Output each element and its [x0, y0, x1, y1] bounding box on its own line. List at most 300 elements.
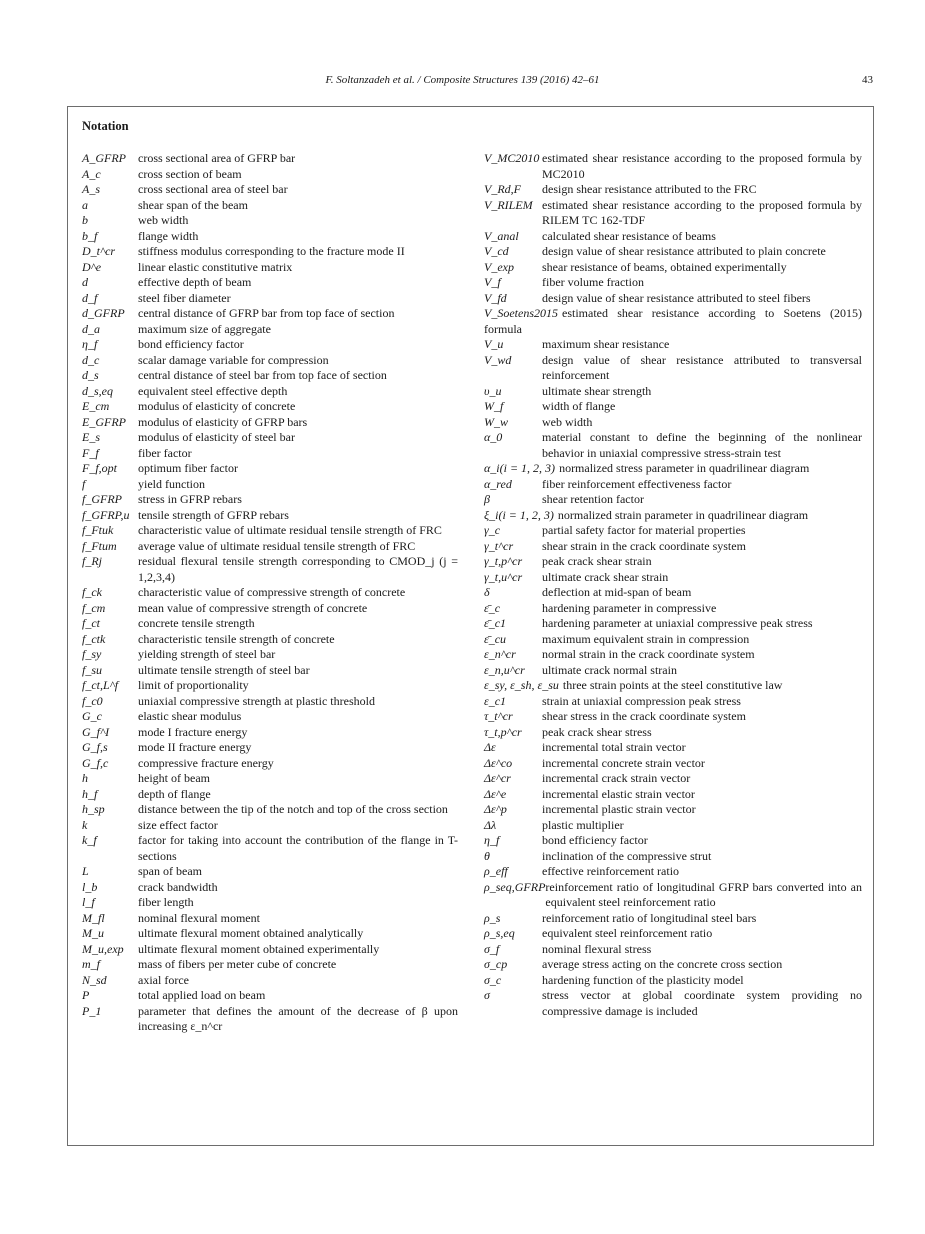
- notation-symbol: f_c0: [82, 693, 103, 708]
- notation-symbol: d_f: [82, 290, 98, 305]
- notation-symbol: ρ_s: [484, 910, 501, 925]
- notation-entry: [484, 864, 862, 880]
- notation-description: inclination of the compressive strut: [542, 848, 712, 863]
- notation-description: cross sectional area of steel bar: [138, 182, 288, 196]
- notation-symbol: δ: [484, 585, 490, 599]
- notation-entry: [82, 461, 458, 477]
- notation-entry: [82, 585, 458, 601]
- notation-description: maximum shear resistance: [542, 337, 670, 351]
- notation-description: width of flange: [542, 399, 616, 413]
- notation-entry: [484, 880, 862, 911]
- notation-description: web width: [542, 414, 593, 429]
- notation-symbol: γ_t,p^cr: [484, 554, 523, 568]
- notation-symbol: η_f: [484, 833, 500, 847]
- notation-entry: [484, 151, 862, 182]
- notation-symbol: V_Soetens2015: [484, 306, 558, 320]
- notation-entry: [484, 942, 862, 958]
- notation-symbol: F_f: [82, 445, 99, 460]
- notation-description: incremental concrete strain vector: [542, 755, 705, 770]
- notation-symbol: Δλ: [484, 817, 497, 832]
- notation-symbol: Δε^cr: [484, 771, 511, 785]
- notation-description: shear stress in the crack coordinate system: [542, 709, 746, 723]
- notation-symbol: M_u,exp: [82, 941, 124, 956]
- notation-description: incremental total strain vector: [542, 740, 686, 754]
- notation-entry: [484, 725, 862, 741]
- notation-entry: [82, 1004, 458, 1035]
- notation-symbol: ρ_seq,GFRP: [484, 879, 546, 894]
- notation-symbol: V_u: [484, 337, 504, 351]
- notation-description: effective depth of beam: [138, 275, 252, 289]
- notation-symbol: d_s: [82, 368, 99, 382]
- notation-description: mass of fibers per meter cube of concrete: [138, 957, 337, 971]
- notation-description: characteristic tensile strength of concrete: [138, 631, 335, 646]
- notation-entry: [484, 353, 862, 384]
- notation-entry: [82, 415, 458, 431]
- notation-description: reinforcement ratio of longitudinal steel bars: [542, 910, 757, 925]
- notation-symbol: E_GFRP: [82, 414, 126, 429]
- notation-symbol: V_Rd,F: [484, 182, 521, 196]
- notation-symbol: d: [82, 275, 88, 289]
- notation-symbol: ε_c1: [484, 693, 507, 708]
- notation-entry: [82, 446, 458, 462]
- notation-description: estimated shear resistance according to the proposed formula by RILEM TC 162-TDF: [542, 197, 862, 227]
- notation-symbol: M_fl: [82, 910, 105, 925]
- notation-entry: [82, 306, 458, 322]
- notation-symbol: M_u: [82, 926, 104, 940]
- notation-symbol: V_anal: [484, 228, 519, 243]
- notation-symbol: f_Ftum: [82, 538, 117, 553]
- notation-entry: [82, 647, 458, 663]
- notation-entry: [484, 306, 862, 337]
- notation-entry: [82, 771, 458, 787]
- notation-description: yield function: [138, 476, 205, 491]
- notation-description: total applied load on beam: [138, 988, 266, 1002]
- notation-symbol: γ_t,u^cr: [484, 569, 523, 584]
- notation-symbol: α_0: [484, 430, 503, 444]
- notation-symbol: ε̄_c: [484, 600, 501, 615]
- notation-entry: [82, 942, 458, 958]
- notation-symbol: γ_c: [484, 523, 501, 537]
- notation-symbol: P: [82, 988, 90, 1002]
- notation-symbol: a: [82, 197, 88, 212]
- notation-entry: [82, 337, 458, 353]
- notation-description: concrete tensile strength: [138, 616, 255, 630]
- notation-entry: [82, 926, 458, 942]
- notation-description: tensile strength of GFRP rebars: [138, 507, 289, 522]
- notation-entry: [82, 322, 458, 338]
- notation-description: design value of shear resistance attributed to steel fibers: [542, 290, 811, 305]
- notation-symbol: E_s: [82, 430, 100, 444]
- notation-description: cross sectional area of GFRP bar: [138, 151, 296, 165]
- notation-description: compressive fracture energy: [138, 755, 274, 770]
- notation-entry: [82, 384, 458, 400]
- notation-symbol: Δε^e: [484, 786, 507, 801]
- notation-entry: [484, 740, 862, 756]
- notation-description: fiber volume fraction: [542, 275, 644, 289]
- notation-symbol: f_ck: [82, 585, 102, 599]
- notation-description: span of beam: [138, 864, 202, 878]
- notation-entry: [82, 678, 458, 694]
- notation-entry: [484, 508, 862, 524]
- notation-description: design value of shear resistance attributed to plain concrete: [542, 244, 826, 258]
- notation-entry: [82, 694, 458, 710]
- notation-entry: [82, 244, 458, 260]
- notation-symbol: θ: [484, 848, 490, 863]
- notation-entry: [484, 616, 862, 632]
- notation-description: equivalent steel effective depth: [138, 383, 288, 398]
- notation-symbol: η_f: [82, 337, 98, 351]
- notation-description: average value of ultimate residual tensile strength of FRC: [138, 538, 416, 553]
- notation-symbol: G_c: [82, 709, 102, 723]
- notation-entry: [484, 926, 862, 942]
- notation-symbol: ε_n^cr: [484, 647, 516, 661]
- notation-description: peak crack shear stress: [542, 724, 652, 739]
- notation-symbol: A_c: [82, 166, 101, 181]
- notation-symbol: D_t^cr: [82, 244, 116, 258]
- notation-description: peak crack shear strain: [542, 554, 652, 568]
- notation-symbol: f_Ftuk: [82, 523, 114, 537]
- notation-entry: [82, 508, 458, 524]
- notation-description: steel fiber diameter: [138, 290, 231, 305]
- notation-description: normalized strain parameter in quadrilinear diagram: [557, 507, 809, 522]
- notation-symbol: V_exp: [484, 259, 514, 274]
- notation-description: incremental elastic strain vector: [542, 786, 695, 801]
- notation-entry: [82, 554, 458, 585]
- running-head: F. Soltanzadeh et al. / Composite Structures 139 (2016) 42–61: [325, 74, 600, 86]
- notation-entry: [484, 756, 862, 772]
- notation-entry: [484, 198, 862, 229]
- notation-description: height of beam: [138, 771, 210, 785]
- notation-symbol: b: [82, 213, 88, 227]
- notation-entry: [82, 601, 458, 617]
- notation-symbol: N_sd: [82, 972, 107, 987]
- notation-description: deflection at mid-span of beam: [542, 585, 692, 599]
- notation-description: optimum fiber factor: [138, 461, 238, 475]
- notation-entry: [484, 957, 862, 973]
- notation-symbol: k: [82, 817, 88, 832]
- notation-description: central distance of steel bar from top face of section: [138, 368, 387, 382]
- notation-entry: [82, 368, 458, 384]
- notation-symbol: f_ct: [82, 616, 100, 630]
- notation-description: mode II fracture energy: [138, 740, 252, 754]
- notation-symbol: σ_cp: [484, 957, 508, 971]
- notation-symbol: m_f: [82, 957, 100, 971]
- notation-symbol: γ_t^cr: [484, 538, 514, 553]
- notation-entry: [82, 260, 458, 276]
- notation-description: factor for taking into account the contribution of the flange in T-sections: [138, 833, 458, 863]
- notation-description: fiber reinforcement effectiveness factor: [542, 476, 732, 491]
- notation-entry: [484, 833, 862, 849]
- notation-entry: [484, 337, 862, 353]
- notation-entry: [82, 818, 458, 834]
- notation-symbol: b_f: [82, 228, 98, 243]
- notation-description: ultimate crack normal strain: [542, 662, 677, 677]
- notation-right-column: [484, 151, 862, 1019]
- notation-symbol: V_fd: [484, 290, 507, 305]
- notation-description: nominal flexural stress: [542, 941, 652, 956]
- notation-entry: [484, 694, 862, 710]
- notation-left-column: [82, 151, 458, 1035]
- notation-entry: [484, 911, 862, 927]
- notation-entry: [82, 957, 458, 973]
- notation-entry: [484, 430, 862, 461]
- notation-description: elastic shear modulus: [138, 709, 242, 723]
- notation-symbol: f_sy: [82, 647, 102, 661]
- notation-description: fiber length: [138, 895, 194, 909]
- notation-entry: [484, 973, 862, 989]
- notation-description: yielding strength of steel bar: [138, 647, 276, 661]
- notation-title: Notation: [82, 119, 129, 133]
- notation-symbol: f_ct,L^f: [82, 678, 119, 692]
- notation-description: characteristic value of ultimate residual tensile strength of FRC: [138, 523, 442, 537]
- notation-description: ultimate flexural moment obtained experimentally: [138, 941, 380, 956]
- notation-entry: [484, 849, 862, 865]
- notation-symbol: f_ctk: [82, 631, 106, 646]
- notation-entry: [82, 988, 458, 1004]
- notation-entry: [484, 275, 862, 291]
- notation-description: mode I fracture energy: [138, 724, 248, 739]
- notation-symbol: W_f: [484, 399, 504, 413]
- page-number: 43: [862, 74, 873, 86]
- notation-description: nominal flexural moment: [138, 910, 260, 925]
- notation-description: maximum size of aggregate: [138, 321, 271, 336]
- notation-symbol: V_f: [484, 275, 501, 289]
- notation-symbol: f_GFRP,u: [82, 507, 130, 522]
- notation-description: modulus of elasticity of steel bar: [138, 430, 295, 444]
- notation-description: shear retention factor: [542, 492, 644, 506]
- notation-symbol: σ: [484, 988, 490, 1002]
- notation-description: three strain points at the steel constitutive law: [562, 678, 783, 692]
- notation-entry: [484, 802, 862, 818]
- notation-description: characteristic value of compressive strength of concrete: [138, 585, 406, 599]
- notation-entry: [82, 399, 458, 415]
- notation-entry: [82, 539, 458, 555]
- notation-description: stiffness modulus corresponding to the fracture mode II: [138, 244, 405, 258]
- notation-entry: [82, 756, 458, 772]
- notation-symbol: W_w: [484, 414, 508, 429]
- notation-entry: [484, 570, 862, 586]
- notation-description: shear span of the beam: [138, 197, 248, 212]
- notation-symbol: f_Rj: [82, 554, 102, 568]
- notation-symbol: h_f: [82, 786, 98, 801]
- notation-description: linear elastic constitutive matrix: [138, 259, 293, 274]
- notation-description: mean value of compressive strength of concrete: [138, 600, 368, 615]
- notation-entry: [484, 787, 862, 803]
- notation-symbol: V_MC2010: [484, 151, 540, 165]
- notation-entry: [82, 151, 458, 167]
- notation-entry: [484, 601, 862, 617]
- notation-description: scalar damage variable for compression: [138, 352, 329, 367]
- notation-description: hardening function of the plasticity model: [542, 972, 744, 987]
- notation-symbol: f_cm: [82, 600, 106, 615]
- notation-symbol: l_f: [82, 895, 95, 909]
- notation-entry: [82, 291, 458, 307]
- notation-entry: [82, 709, 458, 725]
- notation-symbol: υ_u: [484, 383, 502, 398]
- notation-entry: [484, 771, 862, 787]
- notation-entry: [82, 198, 458, 214]
- notation-description: shear resistance of beams, obtained experimentally: [542, 259, 787, 274]
- notation-entry: [484, 632, 862, 648]
- notation-entry: [484, 647, 862, 663]
- notation-description: reinforcement ratio of longitudinal GFRP bars converted into an equivalent steel reinforcement ratio: [545, 879, 862, 909]
- notation-description: stress vector at global coordinate system providing no compressive damage is included: [542, 988, 862, 1018]
- notation-symbol: σ_c: [484, 972, 502, 987]
- notation-description: ultimate crack shear strain: [542, 569, 669, 584]
- notation-entry: [484, 399, 862, 415]
- notation-description: design shear resistance attributed to the FRC: [542, 182, 757, 196]
- notation-entry: [82, 430, 458, 446]
- notation-description: calculated shear resistance of beams: [542, 228, 716, 243]
- notation-description: bond efficiency factor: [542, 833, 648, 847]
- notation-description: residual flexural tensile strength corresponding to CMOD_j (j = 1,2,3,4): [138, 554, 458, 584]
- notation-entry: [82, 802, 458, 818]
- notation-description: modulus of elasticity of concrete: [138, 399, 296, 413]
- notation-entry: [484, 477, 862, 493]
- notation-symbol: d_c: [82, 352, 100, 367]
- notation-entry: [82, 182, 458, 198]
- notation-symbol: G_f,s: [82, 740, 108, 754]
- notation-description: strain at uniaxial compression peak stress: [542, 693, 741, 708]
- notation-description: material constant to define the beginning of the nonlinear behavior in uniaxial compressive stress-strain test: [542, 430, 862, 460]
- notation-description: maximum equivalent strain in compression: [542, 631, 750, 646]
- notation-description: ultimate tensile strength of steel bar: [138, 662, 310, 677]
- notation-entry: [484, 539, 862, 555]
- notation-entry: [82, 787, 458, 803]
- notation-symbol: α_red: [484, 476, 512, 491]
- notation-description: equivalent steel reinforcement ratio: [542, 926, 713, 940]
- notation-description: web width: [138, 213, 189, 227]
- notation-symbol: Δε^p: [484, 802, 507, 816]
- notation-entry: [82, 213, 458, 229]
- notation-entry: [484, 585, 862, 601]
- notation-entry: [484, 461, 862, 477]
- notation-description: normal strain in the crack coordinate system: [542, 647, 755, 661]
- notation-entry: [484, 260, 862, 276]
- notation-symbol: ε̄_c1: [484, 616, 507, 630]
- notation-description: shear strain in the crack coordinate system: [542, 538, 746, 553]
- notation-description: ultimate shear strength: [542, 383, 652, 398]
- notation-description: central distance of GFRP bar from top face of section: [138, 306, 395, 320]
- notation-description: design value of shear resistance attributed to transversal reinforcement: [542, 352, 862, 382]
- notation-symbol: l_b: [82, 879, 98, 894]
- notation-description: plastic multiplier: [542, 817, 624, 832]
- notation-symbol: f_GFRP: [82, 492, 122, 506]
- notation-entry: [484, 554, 862, 570]
- notation-entry: [484, 678, 862, 694]
- notation-description: limit of proportionality: [138, 678, 249, 692]
- notation-entry: [484, 663, 862, 679]
- notation-description: normalized stress parameter in quadrilinear diagram: [559, 461, 810, 475]
- notation-symbol: Δε: [484, 740, 496, 754]
- notation-entry: [82, 973, 458, 989]
- notation-description: partial safety factor for material properties: [542, 523, 746, 537]
- notation-description: size effect factor: [138, 817, 218, 832]
- notation-symbol: f: [82, 476, 86, 491]
- notation-description: axial force: [138, 972, 189, 987]
- notation-description: crack bandwidth: [138, 879, 218, 894]
- notation-symbol: Δε^co: [484, 755, 513, 770]
- notation-description: uniaxial compressive strength at plastic threshold: [138, 693, 375, 708]
- notation-entry: [82, 523, 458, 539]
- notation-symbol: β: [484, 492, 490, 506]
- notation-symbol: P_1: [82, 1003, 102, 1018]
- notation-box: [67, 106, 874, 1146]
- notation-symbol: d_a: [82, 321, 100, 336]
- notation-description: estimated shear resistance according to Soetens (2015) formula: [484, 306, 862, 336]
- notation-entry: [484, 988, 862, 1019]
- notation-symbol: ε̄_cu: [484, 631, 507, 646]
- notation-symbol: ρ_s,eq: [484, 926, 515, 940]
- notation-entry: [484, 291, 862, 307]
- notation-symbol: k_f: [82, 833, 97, 847]
- notation-symbol: V_cd: [484, 244, 509, 258]
- notation-symbol: A_s: [82, 182, 100, 196]
- notation-symbol: V_RILEM: [484, 197, 533, 212]
- notation-symbol: F_f,opt: [82, 461, 117, 475]
- notation-symbol: D^e: [82, 259, 102, 274]
- notation-description: flange width: [138, 228, 199, 243]
- notation-entry: [484, 492, 862, 508]
- notation-description: incremental crack strain vector: [542, 771, 691, 785]
- notation-description: parameter that defines the amount of the decrease of β upon increasing ε_n^cr: [138, 1003, 458, 1033]
- notation-symbol: ε_sy, ε_sh, ε_su: [484, 678, 559, 692]
- notation-symbol: ρ_eff: [484, 864, 508, 878]
- notation-symbol: h: [82, 771, 88, 785]
- notation-symbol: ξ_i(i = 1, 2, 3): [484, 507, 554, 522]
- notation-symbol: d_GFRP: [82, 306, 125, 320]
- notation-entry: [82, 616, 458, 632]
- notation-entry: [82, 833, 458, 864]
- notation-entry: [484, 415, 862, 431]
- notation-entry: [82, 911, 458, 927]
- notation-entry: [82, 492, 458, 508]
- notation-entry: [82, 740, 458, 756]
- notation-symbol: τ_t^cr: [484, 709, 513, 723]
- notation-symbol: τ_t,p^cr: [484, 724, 522, 739]
- notation-entry: [484, 523, 862, 539]
- notation-description: hardening parameter in compressive: [542, 600, 717, 615]
- notation-symbol: h_sp: [82, 802, 105, 816]
- notation-entry: [82, 275, 458, 291]
- notation-symbol: L: [82, 864, 89, 878]
- notation-symbol: α_i(i = 1, 2, 3): [484, 461, 556, 475]
- notation-entry: [82, 864, 458, 880]
- notation-entry: [484, 182, 862, 198]
- notation-description: depth of flange: [138, 786, 211, 801]
- notation-description: cross section of beam: [138, 166, 242, 181]
- notation-entry: [484, 384, 862, 400]
- notation-symbol: E_cm: [82, 399, 110, 413]
- notation-description: estimated shear resistance according to the proposed formula by MC2010: [542, 151, 862, 181]
- notation-description: distance between the tip of the notch and top of the cross section: [138, 802, 448, 816]
- notation-entry: [82, 880, 458, 896]
- notation-entry: [82, 167, 458, 183]
- notation-description: hardening parameter at uniaxial compressive peak stress: [542, 616, 813, 630]
- notation-symbol: G_f,c: [82, 755, 109, 770]
- notation-entry: [484, 709, 862, 725]
- notation-entry: [82, 895, 458, 911]
- notation-description: modulus of elasticity of GFRP bars: [138, 414, 308, 429]
- notation-symbol: G_f^I: [82, 724, 110, 739]
- notation-entry: [82, 725, 458, 741]
- notation-description: incremental plastic strain vector: [542, 802, 696, 816]
- notation-symbol: d_s,eq: [82, 383, 113, 398]
- notation-entry: [484, 244, 862, 260]
- notation-description: stress in GFRP rebars: [138, 492, 242, 506]
- notation-description: fiber factor: [138, 445, 192, 460]
- notation-entry: [484, 818, 862, 834]
